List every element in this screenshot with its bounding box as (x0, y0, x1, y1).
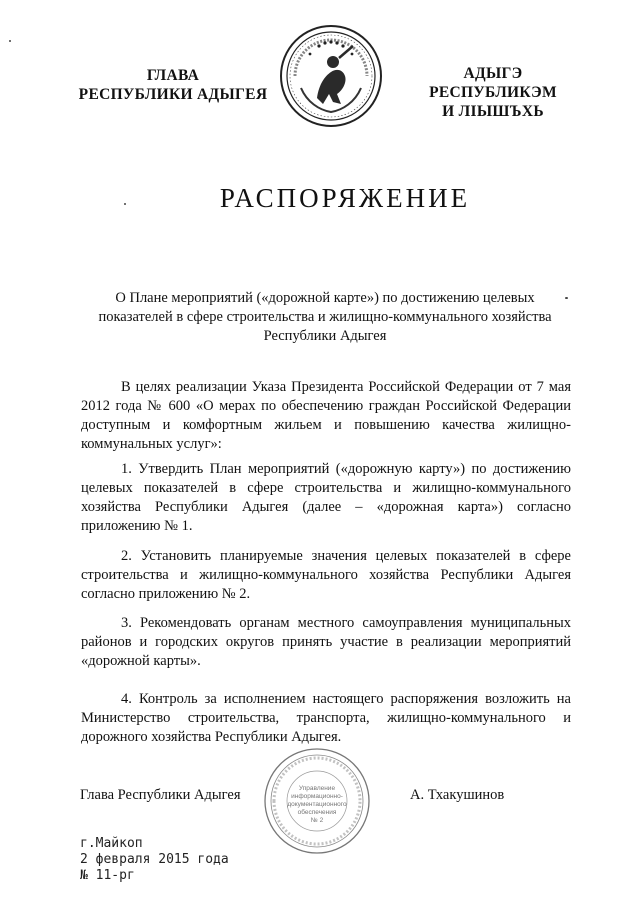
paragraph-item-1: 1. Утвердить План мероприятий («дорожную карту») по достижению целевых показателей в сфере строительства и жилищно-коммунального хозяйства Республики Адыгея (далее – «дорожная карта») согласно приложению № 1. (81, 461, 571, 534)
document-number: № 11-рг (80, 868, 135, 883)
signatory-title: Глава Республики Адыгея (80, 787, 241, 803)
header-right-line2: И ЛІЫШЪХЬ (442, 103, 544, 120)
header-left-line1: ГЛАВА (146, 67, 200, 84)
paragraph-item-4: 4. Контроль за исполнением настоящего распоряжения возложить на Министерство строительства, транспорта, жилищно-коммунального и дорожного хозяйства Республики Адыгея. (81, 691, 571, 745)
scan-speck (9, 40, 11, 42)
official-stamp-icon (262, 746, 372, 856)
paragraph-preamble: В целях реализации Указа Президента Российской Федерации от 7 мая 2012 года № 600 «О мерах по обеспечению граждан Российской Федерации доступным и комфортным жильем и повышению качества жилищно-коммунальных услуг»: (81, 379, 571, 452)
stamp-line-3: документационного (287, 801, 347, 808)
stamp-line-5: № 2 (310, 817, 324, 824)
header-left-title (58, 66, 288, 104)
document-title: РАСПОРЯЖЕНИЕ (219, 183, 471, 213)
document-subject: О Плане мероприятий («дорожной карте») по достижению целевых показателей в сфере строительства и жилищно-коммунального хозяйства Республики Адыгея (98, 290, 552, 344)
signatory-name: А. Тхакушинов (410, 787, 505, 803)
issue-place: г.Майкоп (80, 836, 143, 851)
stamp-line-1: Управление (298, 785, 336, 792)
stamp-line-4: обеспечения (297, 809, 337, 816)
stamp-line-2: информационно- (291, 793, 343, 800)
issue-date: 2 февраля 2015 года (80, 852, 229, 867)
header-right-title (398, 64, 588, 121)
header-right-line1: АДЫГЭ РЕСПУБЛИКЭМ (429, 65, 557, 101)
scan-speck (565, 297, 568, 299)
coat-of-arms-adygea-icon (279, 24, 383, 128)
header-left-line2: РЕСПУБЛИКИ АДЫГЕЯ (78, 86, 268, 103)
paragraph-item-3: 3. Рекомендовать органам местного самоуправления муниципальных районов и городских округов принять участие в реализации мероприятий «дорожной карты». (81, 615, 571, 669)
paragraph-item-2: 2. Установить планируемые значения целевых показателей в сфере строительства и жилищно-коммунального хозяйства Республики Адыгея согласно приложению № 2. (81, 548, 571, 602)
scan-speck (124, 203, 126, 205)
